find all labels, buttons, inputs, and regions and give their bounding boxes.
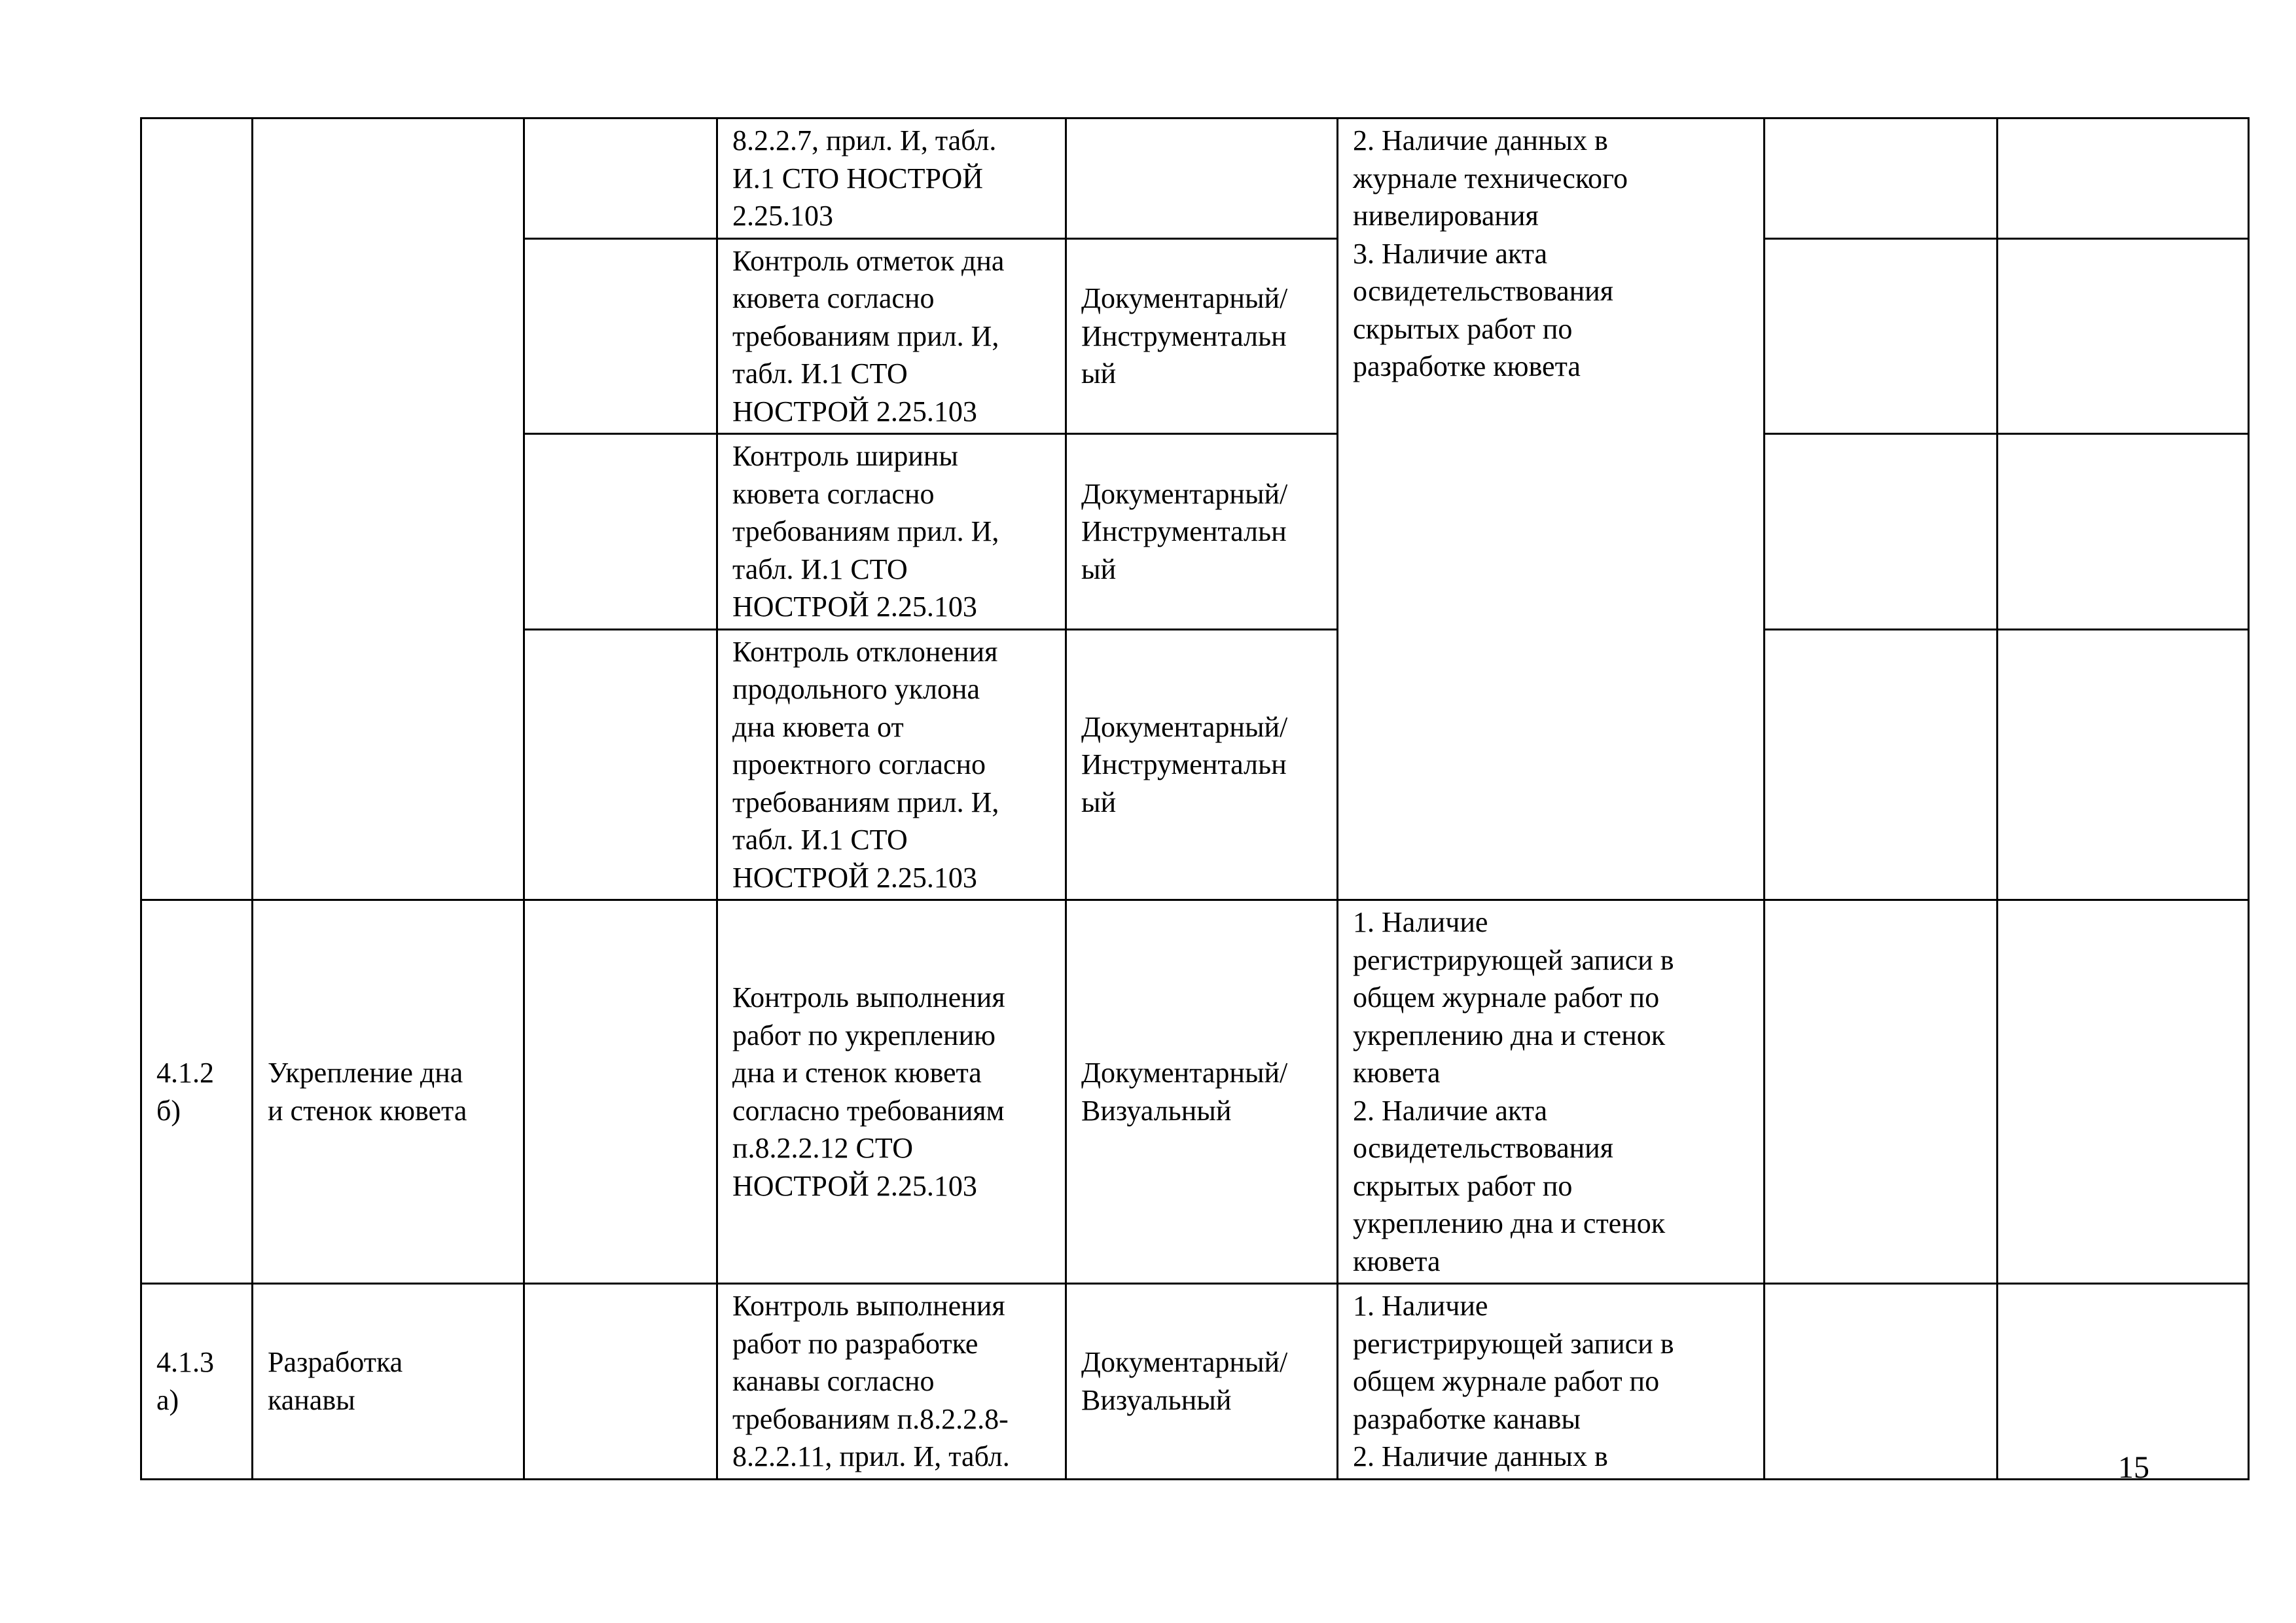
item-number-cell: 4.1.2 б) <box>141 900 253 1284</box>
method-cell <box>1066 119 1338 239</box>
table-cell <box>1998 629 2249 900</box>
table-cell <box>524 1284 717 1480</box>
control-cell: Контроль выполнения работ по укреплению дна и стенок кювета согласно требованиям п.8.2.2.12 СТО НОСТРОЙ 2.25.103 <box>717 900 1066 1284</box>
method-cell: Документарный/ Визуальный <box>1066 1284 1338 1480</box>
table-cell <box>1765 434 1998 630</box>
documents-cell: 1. Наличие регистрирующей записи в общем журнале работ по разработке канавы 2. Наличие данных в <box>1338 1284 1765 1480</box>
method-cell: Документарный/ Визуальный <box>1066 900 1338 1284</box>
table-cell <box>524 119 717 239</box>
table-cell <box>1998 434 2249 630</box>
table-row <box>141 900 2249 1284</box>
table-cell <box>524 629 717 900</box>
control-cell: Контроль ширины кювета согласно требованиям прил. И, табл. И.1 СТО НОСТРОЙ 2.25.103 <box>717 434 1066 630</box>
table-cell <box>524 434 717 630</box>
page-number: 15 <box>2118 1450 2149 1485</box>
table-cell <box>1998 900 2249 1284</box>
control-cell: Контроль отметок дна кювета согласно требованиям прил. И, табл. И.1 СТО НОСТРОЙ 2.25.103 <box>717 238 1066 434</box>
item-name-cell <box>253 119 524 900</box>
control-cell: 8.2.2.7, прил. И, табл. И.1 СТО НОСТРОЙ 2.25.103 <box>717 119 1066 239</box>
table-row <box>141 1284 2249 1480</box>
table-cell <box>524 238 717 434</box>
table-cell <box>1998 119 2249 239</box>
item-name-cell: Укрепление дна и стенок кювета <box>253 900 524 1284</box>
table-cell <box>1998 238 2249 434</box>
control-cell: Контроль отклонения продольного уклона дна кювета от проектного согласно требованиям прил. И, табл. И.1 СТО НОСТРОЙ 2.25.103 <box>717 629 1066 900</box>
table-row <box>141 119 2249 239</box>
control-cell: Контроль выполнения работ по разработке канавы согласно требованиям п.8.2.2.8- 8.2.2.11, прил. И, табл. <box>717 1284 1066 1480</box>
item-number-cell: 4.1.3 а) <box>141 1284 253 1480</box>
table-cell <box>524 900 717 1284</box>
table-cell <box>1765 119 1998 239</box>
item-number-cell <box>141 119 253 900</box>
method-cell: Документарный/ Инструментальн ый <box>1066 238 1338 434</box>
documents-cell: 1. Наличие регистрирующей записи в общем журнале работ по укреплению дна и стенок кювета 2. Наличие акта освидетельствования скрытых работ по укреплению дна и стенок кювета <box>1338 900 1765 1284</box>
item-name-cell: Разработка канавы <box>253 1284 524 1480</box>
table-cell <box>1765 629 1998 900</box>
table-cell <box>1765 900 1998 1284</box>
table-cell <box>1765 1284 1998 1480</box>
method-cell: Документарный/ Инструментальн ый <box>1066 434 1338 630</box>
control-table <box>140 117 2250 1480</box>
method-cell: Документарный/ Инструментальн ый <box>1066 629 1338 900</box>
table-cell <box>1765 238 1998 434</box>
documents-cell: 2. Наличие данных в журнале технического нивелирования 3. Наличие акта освидетельствования скрытых работ по разработке кювета <box>1338 119 1765 900</box>
